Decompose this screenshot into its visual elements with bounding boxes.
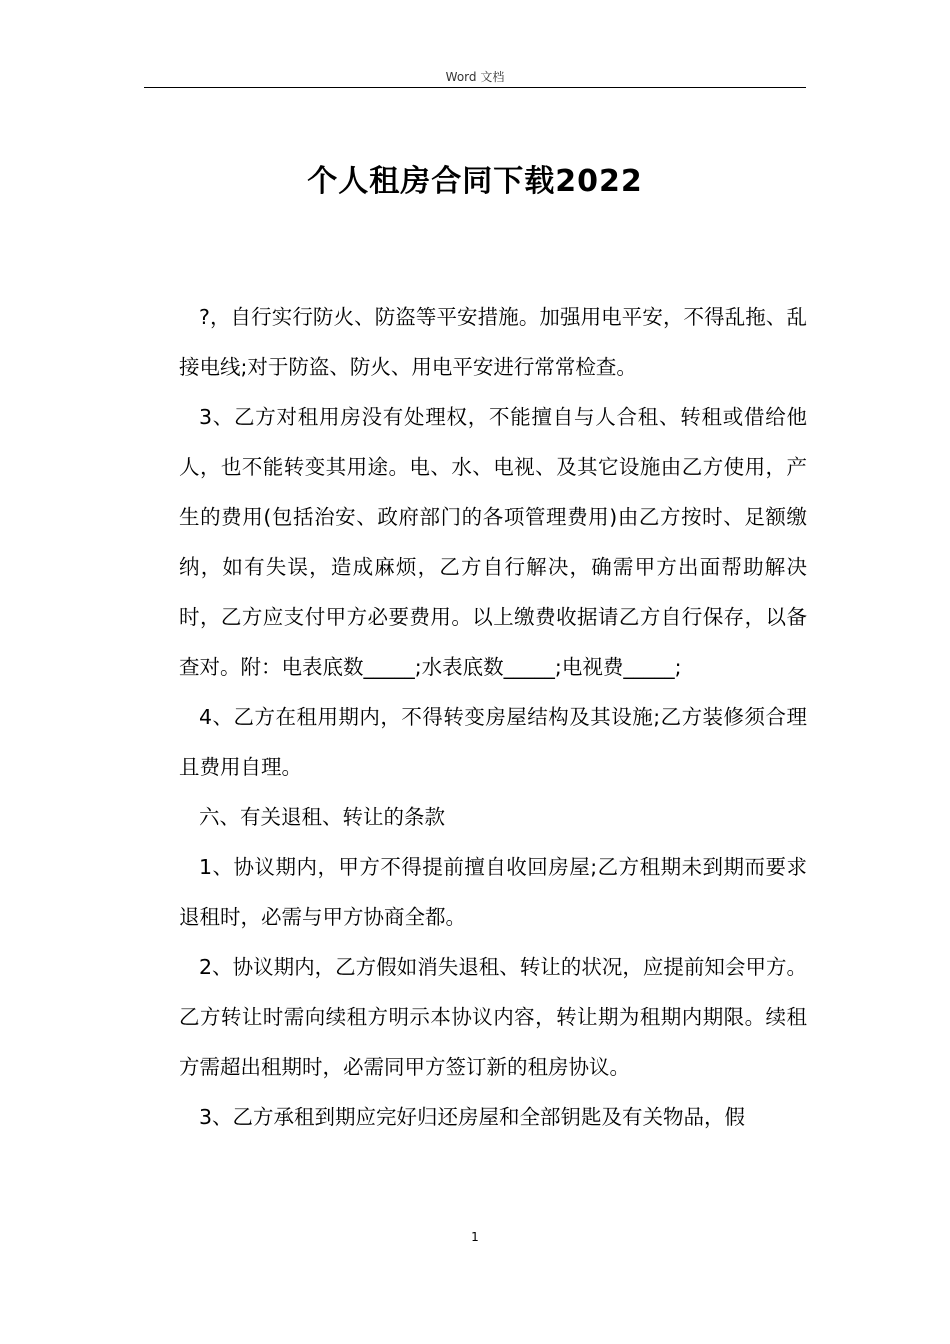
body-paragraph: ?，自行实行防火、防盗等平安措施。加强用电平安，不得乱拖、乱接电线;对于防盗、防火、用电平安进行常常检查。	[179, 305, 807, 379]
body-paragraph: 2、协议期内，乙方假如消失退租、转让的状况，应提前知会甲方。乙方转让时需向续租方明示本协议内容，转让期为租期内期限。续租方需超出租期时，必需同甲方签订新的租房协议。	[179, 955, 807, 1079]
body-paragraph: 1、协议期内，甲方不得提前擅自收回房屋;乙方租期未到期而要求退租时，必需与甲方协商全都。	[179, 855, 807, 929]
section-heading: 六、有关退租、转让的条款	[199, 805, 445, 829]
body-paragraph: 3、乙方承租到期应完好归还房屋和全部钥匙及有关物品，假	[199, 1105, 746, 1129]
body-paragraph: 3、乙方对租用房没有处理权，不能擅自与人合租、转租或借给他人，也不能转变其用途。电、水、电视、及其它设施由乙方使用，产生的费用(包括治安、政府部门的各项管理费用)由乙方按时、足额缴纳，如有失误，造成麻烦，乙方自行解决，确需甲方出面帮助解决时，乙方应支付甲方必要费用。以上缴费收据请乙方自行保存，以备查对。附：电表底数_____;水表底数_____;电视费_____;	[179, 405, 807, 679]
body-paragraph: 4、乙方在租用期内，不得转变房屋结构及其设施;乙方装修须合理且费用自理。	[179, 705, 807, 779]
page-header-label: Word 文档	[445, 70, 505, 84]
document-body	[179, 292, 807, 1142]
document-title: 个人租房合同下载2022	[307, 164, 643, 199]
page-number: 1	[471, 1230, 479, 1244]
header-divider	[144, 87, 806, 88]
